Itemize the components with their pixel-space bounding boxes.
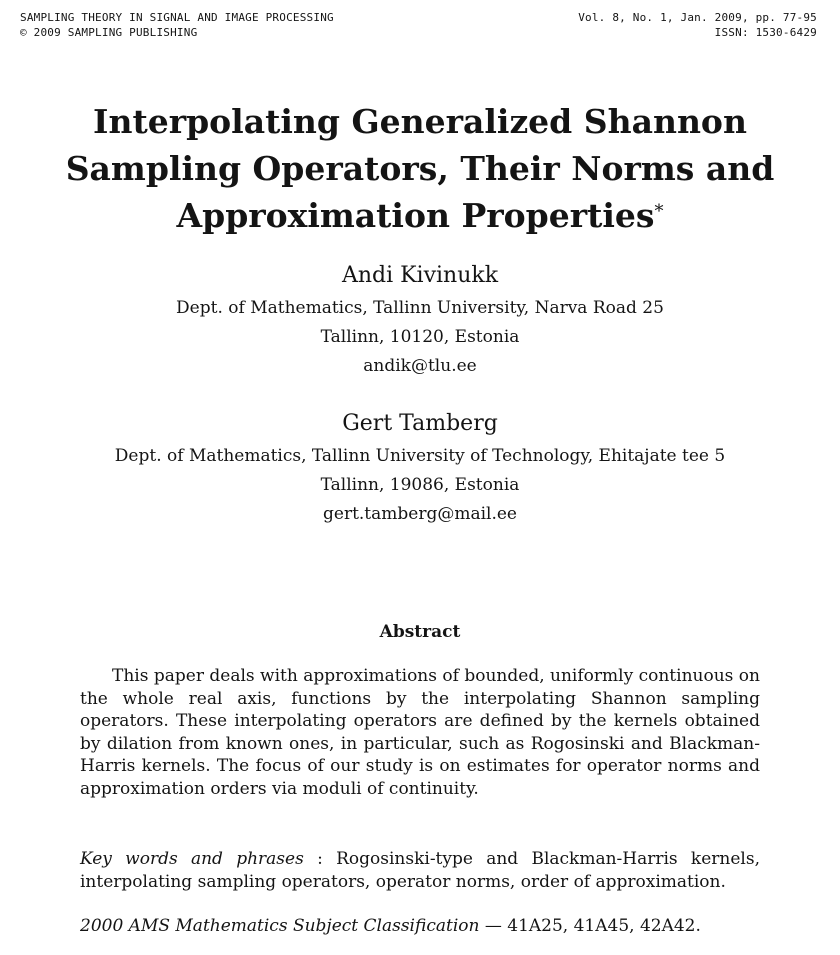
author-2-email: gert.tamberg@mail.ee (323, 504, 517, 524)
title-line-3-text: Approximation Properties (176, 196, 655, 235)
title-line-2: Sampling Operators, Their Norms and (65, 149, 775, 188)
paper-title (0, 98, 840, 239)
title-line-3 (0, 192, 840, 239)
author-1-affiliation (0, 294, 840, 381)
keywords (80, 848, 760, 893)
msc-codes: 41A25, 41A45, 42A42. (507, 916, 701, 936)
msc-separator: — (479, 916, 508, 936)
title-line-1: Interpolating Generalized Shannon (93, 102, 747, 141)
journal-name: SAMPLING THEORY IN SIGNAL AND IMAGE PROCESSING (20, 11, 334, 24)
keywords-label: Key words and phrases (80, 849, 304, 869)
issn: ISSN: 1530-6429 (714, 26, 817, 39)
footnote-mark: * (654, 201, 664, 222)
copyright-line: © 2009 SAMPLING PUBLISHING (20, 26, 198, 39)
keywords-separator: : (303, 849, 337, 869)
author-2-affiliation (0, 442, 840, 529)
author-2-city: Tallinn, 19086, Estonia (320, 475, 520, 495)
volume-info: Vol. 8, No. 1, Jan. 2009, pp. 77-95 (578, 11, 817, 24)
author-1-dept: Dept. of Mathematics, Tallinn University, Narva Road 25 (176, 298, 664, 318)
author-name-1: Andi Kivinukk (341, 263, 499, 288)
abstract-text: This paper deals with approximations of bounded, uniformly continuous on the whole real axis, functions by the interpolating Shannon sampling operators. These interpolating operators are defined by the kernels obtained by dilation from known ones, in particular, such as Rogosinski and Blackman-Harris kernels. The focus of our study is on estimates for operator norms and approximation orders via moduli of continuity. (80, 666, 760, 799)
author-1-email: andik@tlu.ee (363, 356, 477, 376)
header-right (578, 10, 817, 40)
author-1-city: Tallinn, 10120, Estonia (320, 327, 520, 347)
header-left (20, 10, 334, 40)
author-2-dept: Dept. of Mathematics, Tallinn University of Technology, Ehitajate tee 5 (114, 446, 726, 466)
msc-label: 2000 AMS Mathematics Subject Classification (80, 916, 480, 936)
keywords-text: Rogosinski-type and Blackman-Harris kernels, interpolating sampling operators, operator norms, order of approximation. (80, 849, 760, 892)
author-name-2: Gert Tamberg (342, 411, 498, 436)
abstract-heading: Abstract (379, 622, 461, 642)
msc-classification (80, 915, 760, 938)
